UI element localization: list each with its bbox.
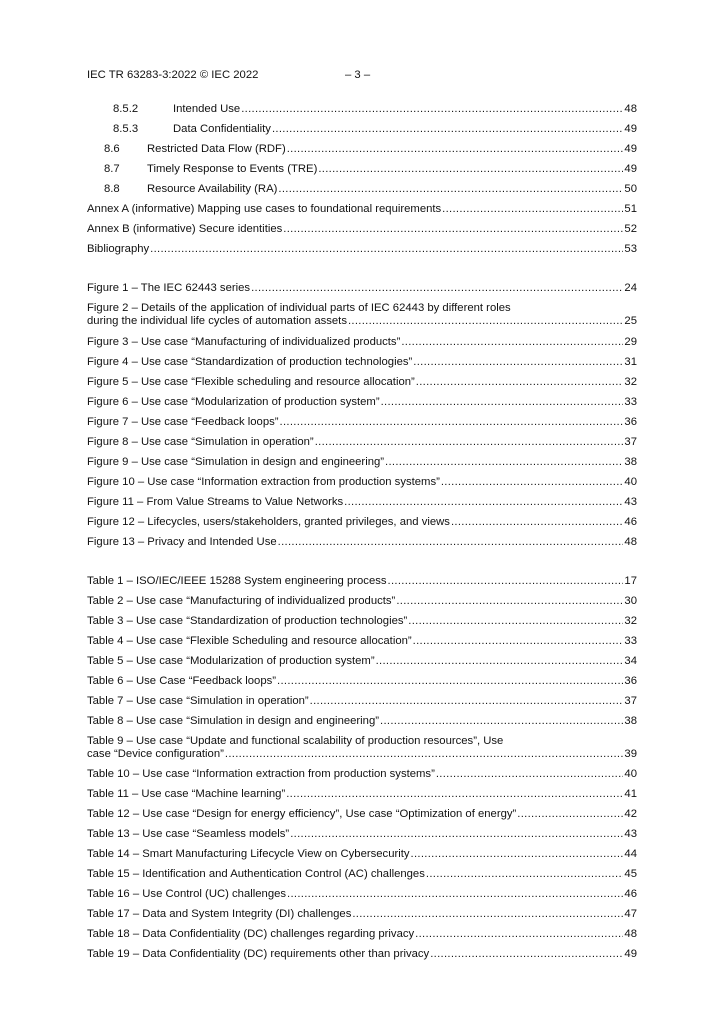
figure-entry[interactable]: [87, 456, 637, 476]
dot-leader: [315, 436, 624, 449]
dot-leader: [272, 123, 623, 136]
figure-page: 29: [624, 335, 637, 348]
dot-leader: [310, 695, 624, 708]
figure-title: Figure 4 – Use case “Standardization of production technologies”: [87, 355, 413, 368]
figure-title: Figure 10 – Use case “Information extraction from production systems”: [87, 475, 440, 488]
table-page: 17: [624, 574, 637, 587]
table-title: Table 17 – Data and System Integrity (DI) challenges: [87, 908, 352, 921]
table-page: 48: [624, 928, 637, 941]
table-entry[interactable]: [87, 735, 637, 762]
toc-entry-annex-a[interactable]: [87, 203, 637, 223]
toc-entry-page: 53: [624, 243, 637, 255]
toc-entry-page: 49: [624, 163, 637, 175]
toc-entry-title: Resource Availability (RA): [147, 183, 278, 195]
dot-leader: [251, 282, 623, 295]
dot-leader: [290, 828, 623, 841]
figure-title-line1: Figure 2 – Details of the application of individual parts of IEC 62443 by different roles: [87, 302, 511, 314]
table-entry[interactable]: [87, 868, 637, 888]
figure-title-line2-row: [87, 315, 637, 328]
figure-title: Figure 12 – Lifecycles, users/stakeholders, granted privileges, and views: [87, 515, 450, 528]
table-title: Table 6 – Use Case “Feedback loops”: [87, 674, 277, 687]
toc-entry-page: 51: [624, 203, 637, 215]
toc-entry-page: 49: [624, 143, 637, 155]
toc-entry-title: Annex A (informative) Mapping use cases to foundational requirements: [87, 203, 442, 215]
table-entry[interactable]: [87, 675, 637, 695]
table-entry[interactable]: [87, 788, 637, 808]
figure-entry[interactable]: [87, 302, 637, 329]
figure-entry[interactable]: [87, 336, 637, 356]
table-title-line2-row: [87, 748, 637, 761]
toc-entry-title: Intended Use: [173, 103, 241, 115]
toc-entry[interactable]: [87, 103, 637, 123]
dot-leader: [517, 808, 623, 821]
table-entry[interactable]: [87, 715, 637, 735]
table-entry[interactable]: [87, 808, 637, 828]
toc-entry-annex-b[interactable]: [87, 223, 637, 243]
table-page: 43: [624, 828, 637, 841]
dot-leader: [376, 655, 624, 668]
table-title: Table 1 – ISO/IEC/IEEE 15288 System engineering process: [87, 574, 387, 587]
figure-page: 48: [624, 535, 637, 548]
figure-title: Figure 7 – Use case “Feedback loops”: [87, 415, 279, 428]
dot-leader: [401, 336, 623, 349]
figure-entry[interactable]: [87, 496, 637, 516]
figure-entry[interactable]: [87, 396, 637, 416]
figure-page: 37: [624, 435, 637, 448]
figure-title: Figure 9 – Use case “Simulation in design and engineering”: [87, 455, 385, 468]
table-title-line1: Table 9 – Use case “Update and functional scalability of production resources”, Use: [87, 734, 504, 747]
figure-title: Figure 8 – Use case “Simulation in operation”: [87, 435, 314, 448]
page-number: – 3 –: [345, 69, 371, 81]
figure-title-line2: during the individual life cycles of automation assets: [87, 315, 347, 328]
table-page: 39: [624, 747, 637, 760]
table-title-line2: case “Device configuration”: [87, 747, 224, 760]
toc-entry-title: Restricted Data Flow (RDF): [147, 143, 286, 155]
table-entry[interactable]: [87, 575, 637, 595]
table-title: Table 18 – Data Confidentiality (DC) challenges regarding privacy: [87, 928, 415, 941]
dot-leader: [385, 456, 623, 469]
table-page: 33: [624, 634, 637, 647]
figure-title: Figure 5 – Use case “Flexible scheduling and resource allocation”: [87, 375, 415, 388]
figure-entry[interactable]: [87, 282, 637, 302]
dot-leader: [381, 396, 624, 409]
table-page: 37: [624, 694, 637, 707]
toc-entry-title: Data Confidentiality: [173, 123, 271, 135]
table-entry[interactable]: [87, 655, 637, 675]
toc-entry-number: 8.7: [104, 163, 120, 175]
dot-leader: [241, 103, 623, 116]
dot-leader: [287, 143, 624, 156]
table-entry[interactable]: [87, 848, 637, 868]
figure-entry[interactable]: [87, 476, 637, 496]
dot-leader: [344, 496, 623, 509]
table-title: Table 5 – Use case “Modularization of production system”: [87, 654, 375, 667]
table-entry[interactable]: [87, 595, 637, 615]
figure-title: Figure 13 – Privacy and Intended Use: [87, 535, 277, 548]
table-title: Table 14 – Smart Manufacturing Lifecycle View on Cybersecurity: [87, 848, 410, 861]
dot-leader: [396, 595, 623, 608]
table-page: 32: [624, 614, 637, 627]
table-page: 38: [624, 714, 637, 727]
figure-entry[interactable]: [87, 436, 637, 456]
dot-leader: [408, 615, 623, 628]
figure-page: 33: [624, 395, 637, 408]
table-entry[interactable]: [87, 828, 637, 848]
toc-entry-page: 48: [624, 103, 637, 115]
table-entry[interactable]: [87, 635, 637, 655]
figure-entry[interactable]: [87, 416, 637, 436]
figure-page: 38: [624, 455, 637, 468]
figure-page: 36: [624, 415, 637, 428]
section-gap: [87, 263, 637, 282]
figure-page: 25: [624, 315, 637, 328]
dot-leader: [388, 575, 624, 588]
figure-title: Figure 1 – The IEC 62443 series: [87, 282, 251, 294]
toc-entry-number: 8.8: [104, 183, 120, 195]
table-page: 49: [624, 948, 637, 961]
table-entry[interactable]: [87, 768, 637, 788]
dot-leader: [352, 908, 623, 921]
figure-page: 40: [624, 475, 637, 488]
table-title: Table 13 – Use case “Seamless models”: [87, 828, 290, 841]
table-page: 36: [624, 674, 637, 687]
table-title: Table 4 – Use case “Flexible Scheduling and resource allocation”: [87, 634, 412, 647]
dot-leader: [413, 635, 624, 648]
document-id: IEC TR 63283-3:2022 © IEC 2022: [87, 69, 259, 81]
table-title: Table 7 – Use case “Simulation in operation”: [87, 694, 309, 707]
toc-entry-title: Annex B (informative) Secure identities: [87, 223, 283, 235]
figure-page: 32: [624, 375, 637, 388]
table-of-contents: [87, 103, 637, 968]
table-page: 46: [624, 888, 637, 901]
table-page: 44: [624, 848, 637, 861]
toc-entry-number: 8.5.2: [113, 103, 139, 115]
toc-entry[interactable]: [87, 163, 637, 183]
table-page: 40: [624, 768, 637, 781]
table-entry[interactable]: [87, 888, 637, 908]
table-title: Table 2 – Use case “Manufacturing of individualized products”: [87, 594, 396, 607]
dot-leader: [348, 315, 623, 328]
dot-leader: [442, 203, 623, 216]
figure-entry[interactable]: [87, 376, 637, 396]
table-title: Table 15 – Identification and Authentication Control (AC) challenges: [87, 868, 425, 881]
table-page: 45: [624, 868, 637, 881]
table-title: Table 16 – Use Control (UC) challenges: [87, 888, 287, 901]
dot-leader: [225, 748, 624, 761]
table-entry[interactable]: [87, 948, 637, 968]
toc-entry-number: 8.6: [104, 143, 120, 155]
toc-entry[interactable]: [87, 143, 637, 163]
dot-leader: [280, 416, 624, 429]
dot-leader: [318, 163, 623, 176]
dot-leader: [426, 868, 624, 881]
dot-leader: [451, 516, 623, 529]
table-page: 41: [624, 788, 637, 801]
toc-entry-bibliography[interactable]: [87, 243, 637, 263]
table-title: Table 10 – Use case “Information extraction from production systems”: [87, 768, 435, 781]
toc-entry-number: 8.5.3: [113, 123, 139, 135]
figure-entry[interactable]: [87, 536, 637, 556]
toc-entry-page: 50: [624, 183, 637, 195]
toc-entry-title: Bibliography: [87, 243, 150, 255]
dot-leader: [380, 715, 623, 728]
table-page: 47: [624, 908, 637, 921]
dot-leader: [416, 376, 624, 389]
table-title: Table 11 – Use case “Machine learning”: [87, 788, 286, 801]
toc-entry[interactable]: [87, 123, 637, 143]
dot-leader: [150, 243, 623, 256]
dot-leader: [278, 183, 623, 196]
dot-leader: [287, 888, 623, 901]
table-entry[interactable]: [87, 908, 637, 928]
dot-leader: [441, 476, 624, 489]
dot-leader: [413, 356, 623, 369]
table-page: 34: [624, 654, 637, 667]
figure-page: 46: [624, 515, 637, 528]
page-header: [87, 69, 371, 81]
table-entry[interactable]: [87, 928, 637, 948]
figure-title: Figure 11 – From Value Streams to Value Networks: [87, 495, 344, 508]
toc-entry-page: 52: [624, 223, 637, 235]
dot-leader: [286, 788, 623, 801]
table-title: Table 12 – Use case “Design for energy efficiency”, Use case “Optimization of energy”: [87, 808, 517, 821]
table-entry[interactable]: [87, 615, 637, 635]
figure-title: Figure 3 – Use case “Manufacturing of individualized products”: [87, 335, 401, 348]
dot-leader: [415, 928, 623, 941]
dot-leader: [436, 768, 624, 781]
dot-leader: [411, 848, 624, 861]
dot-leader: [430, 948, 623, 961]
toc-entry[interactable]: [87, 183, 637, 203]
table-title: Table 3 – Use case “Standardization of production technologies”: [87, 614, 408, 627]
section-gap: [87, 556, 637, 575]
table-title: Table 19 – Data Confidentiality (DC) requirements other than privacy: [87, 948, 430, 961]
figure-page: 43: [624, 495, 637, 508]
figure-page: 31: [624, 355, 637, 368]
figure-entry[interactable]: [87, 516, 637, 536]
dot-leader: [277, 675, 623, 688]
table-page: 42: [624, 808, 637, 821]
dot-leader: [278, 536, 624, 549]
table-page: 30: [624, 594, 637, 607]
table-entry[interactable]: [87, 695, 637, 715]
table-title: Table 8 – Use case “Simulation in design and engineering”: [87, 714, 380, 727]
toc-entry-title: Timely Response to Events (TRE): [147, 163, 318, 175]
figure-entry[interactable]: [87, 356, 637, 376]
toc-entry-page: 49: [624, 123, 637, 135]
figure-title: Figure 6 – Use case “Modularization of production system”: [87, 395, 380, 408]
figure-page: 24: [624, 282, 637, 294]
dot-leader: [283, 223, 623, 236]
